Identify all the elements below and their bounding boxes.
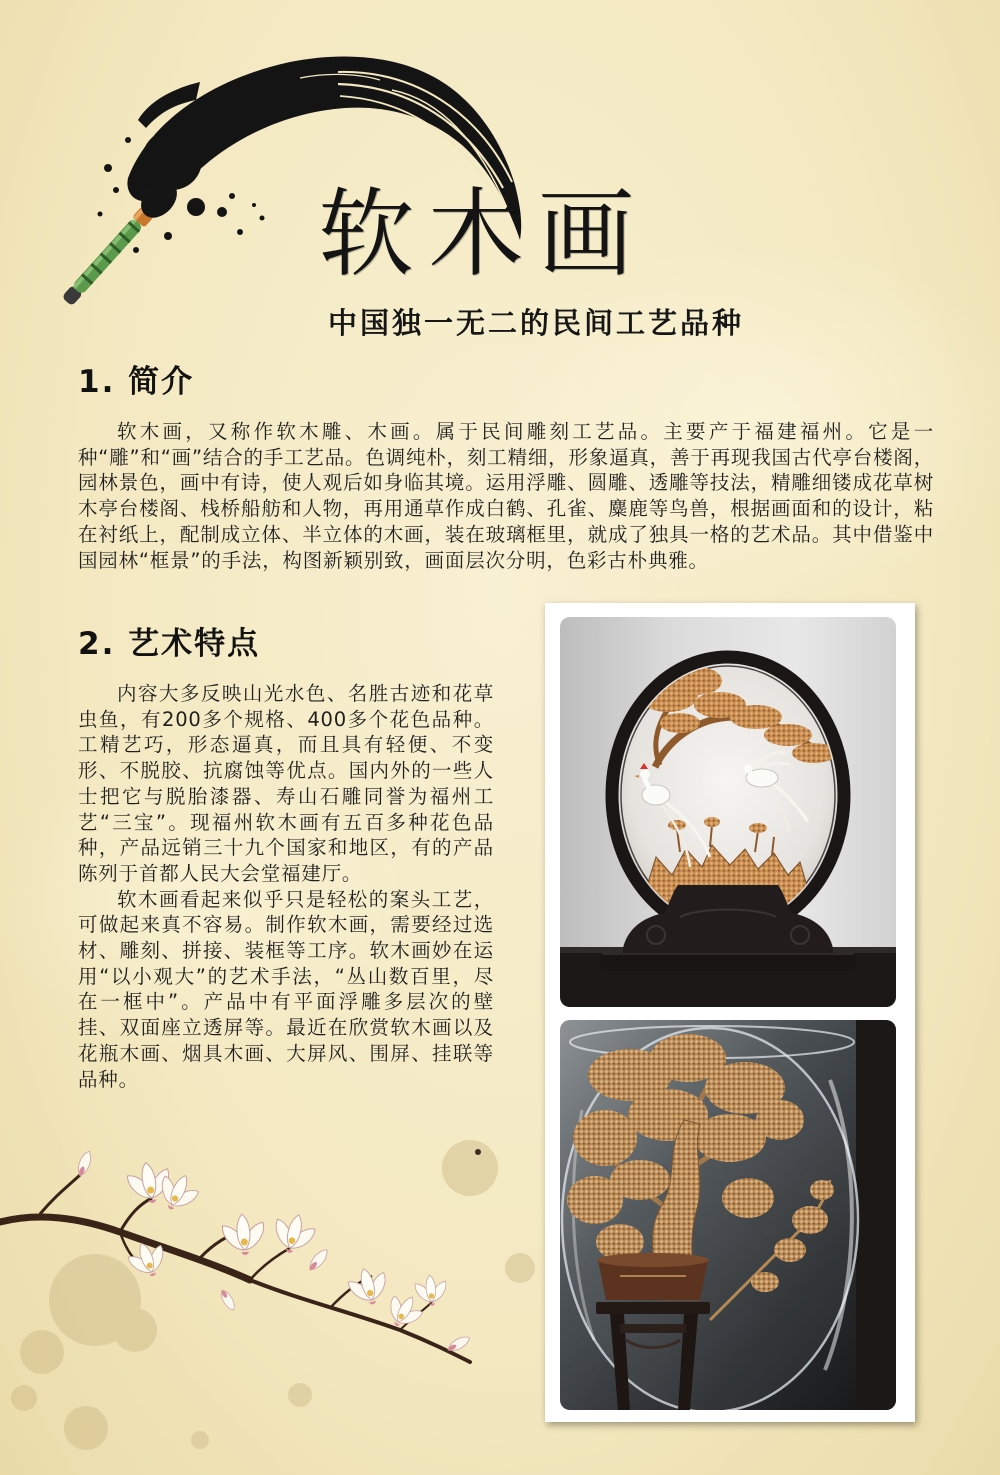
- page-title: 软木画: [318, 178, 648, 290]
- photo-oval-cork-screen: [560, 617, 896, 1007]
- bonsai-pot: [597, 1253, 709, 1300]
- section-heading-intro: 1. 简介: [78, 364, 195, 400]
- paragraph: 软木画，又称作软木雕、木画。属于民间雕刻工艺品。主要产于福建福州。它是一种“雕”和“画”结合的手工艺品。色调纯朴，刻工精细，形象逼真，善于再现我国古代亭台楼阁，园林景色，画中有诗，使人观后如身临其境。运用浮雕、圆雕、透雕等技法，精雕细镂成花草树木亭台楼阁、栈桥船舫和人物，再用通草作成白鹤、孔雀、麋鹿等鸟兽，根据画面和的设计，粘在衬纸上，配制成立体、半立体的木画，装在玻璃框里，就成了独具一格的艺术品。其中借鉴中国园林“框景”的手法，构图新颖别致，画面层次分明，色彩古朴典雅。: [78, 420, 934, 572]
- photo-cork-tree-in-glass: [560, 1020, 896, 1410]
- paragraph: 软木画看起来似乎只是轻松的案头工艺，可做起来真不容易。制作软木画，需要经过选材、雕刻、拼接、装框等工序。软木画妙在运用“以小观大”的艺术手法，“丛山数百里，尽在一框中”。产品中有平面浮雕多层次的壁挂、双面座立透屏等。最近在欣赏软木画以及花瓶木画、烟具木画、大屏风、围屏、挂联等品种。: [78, 887, 494, 1091]
- section-heading-features: 2. 艺术特点: [78, 626, 261, 662]
- page-subtitle: 中国独一无二的民间工艺品种: [328, 306, 745, 340]
- calligraphy-brush-icon: [56, 174, 185, 312]
- ink-splash: [475, 1149, 481, 1155]
- photo-frame: [545, 603, 915, 1422]
- section-body-features: [78, 681, 494, 1092]
- paragraph: 内容大多反映山光水色、名胜古迹和花草虫鱼，有200多个规格、400多个花色品种。工精艺巧，形态逼真，而且具有轻便、不变形、不脱胶、抗腐蚀等优点。国内外的一些人士把它与脱胎漆器、寿山石雕同誉为福州工艺“三宝”。现福州软木画有五百多种花色品种，产品远销三十九个国家和地区，有的产品陈列于首都人民大会堂福建厅。: [78, 682, 494, 885]
- floral-decoration: [0, 1140, 545, 1475]
- section-body-intro: [78, 419, 934, 573]
- ink-splash: [11, 1140, 535, 1450]
